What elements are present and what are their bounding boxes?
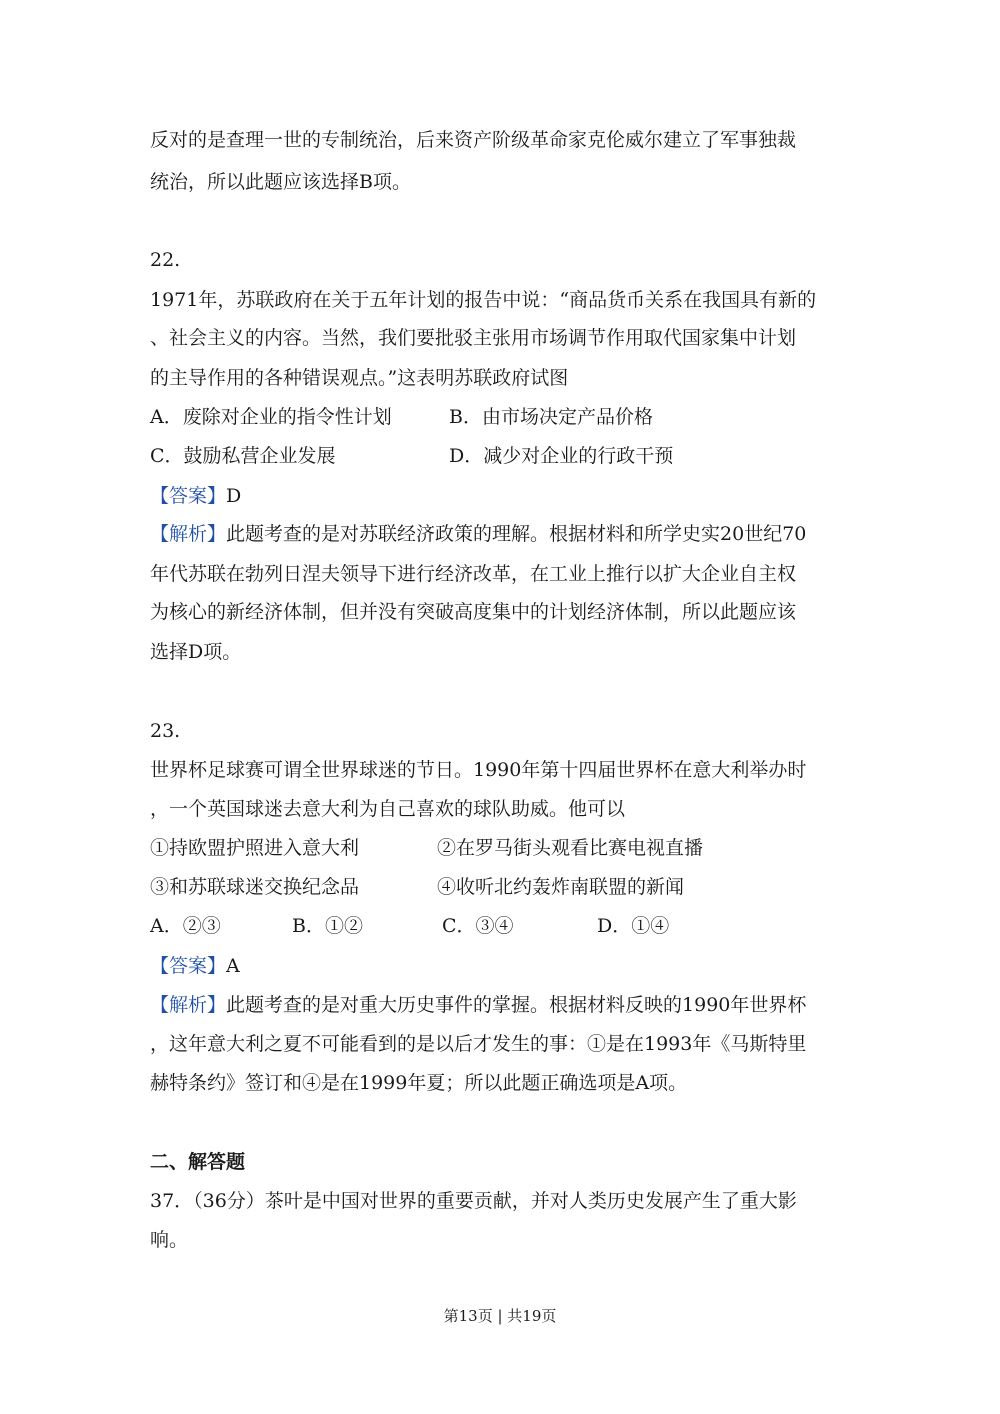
question-23-option-a: A．②③ bbox=[150, 915, 221, 937]
question-37-line-2: 响。 bbox=[150, 1229, 189, 1251]
question-22-stem-line-3: 的主导作用的各种错误观点。”这表明苏联政府试图 bbox=[150, 367, 569, 389]
analysis-text: 此题考查的是对重大历史事件的掌握。根据材料反映的1990年世界杯 bbox=[226, 994, 807, 1016]
question-23-item-2: ②在罗马街头观看比赛电视直播 bbox=[437, 837, 704, 859]
question-22-analysis-line-1 bbox=[150, 522, 806, 546]
question-23-option-c: C．③④ bbox=[442, 915, 514, 937]
question-23-analysis-line-2: ，这年意大利之夏不可能看到的是以后才发生的事：①是在1993年《马斯特里 bbox=[150, 1033, 807, 1055]
answer-tag: 【答案】 bbox=[150, 955, 227, 977]
question-22-option-b: B．由市场决定产品价格 bbox=[449, 406, 653, 428]
question-23-answer bbox=[150, 954, 240, 978]
analysis-tag: 【解析】 bbox=[150, 994, 227, 1016]
question-23-stem-line-2: ，一个英国球迷去意大利为自己喜欢的球队助威。他可以 bbox=[150, 798, 626, 820]
question-23-number: 23. bbox=[150, 720, 181, 742]
analysis-text: 此题考查的是对苏联经济政策的理解。根据材料和所学史实20世纪70 bbox=[226, 523, 807, 545]
question-22-answer bbox=[150, 484, 241, 508]
analysis-tag: 【解析】 bbox=[150, 523, 227, 545]
question-23-item-3: ③和苏联球迷交换纪念品 bbox=[150, 876, 360, 898]
question-23-option-b: B．①② bbox=[292, 915, 363, 937]
question-22-analysis-line-2: 年代苏联在勃列日涅夫领导下进行经济改革，在工业上推行以扩大企业自主权 bbox=[150, 563, 797, 585]
question-23-analysis-line-1 bbox=[150, 993, 806, 1017]
question-22-stem-line-2: 、社会主义的内容。当然，我们要批驳主张用市场调节作用取代国家集中计划 bbox=[150, 327, 797, 349]
question-22-stem-line-1: 1971年，苏联政府在关于五年计划的报告中说：“商品货币关系在我国具有新的 bbox=[150, 289, 817, 311]
answer-tag: 【答案】 bbox=[150, 485, 227, 507]
intro-line-1: 反对的是查理一世的专制统治，后来资产阶级革命家克伦威尔建立了军事独裁 bbox=[150, 129, 797, 151]
question-22-option-a: A．废除对企业的指令性计划 bbox=[150, 406, 392, 428]
section-heading: 二、解答题 bbox=[150, 1151, 246, 1173]
question-22-option-c: C．鼓励私营企业发展 bbox=[150, 445, 336, 467]
question-22-analysis-line-4: 选择D项。 bbox=[150, 641, 242, 663]
question-23-analysis-line-3: 赫特条约》签订和④是在1999年夏；所以此题正确选项是A项。 bbox=[150, 1072, 688, 1094]
page-footer: 第13页 | 共19页 bbox=[443, 1307, 557, 1325]
answer-value: A bbox=[226, 955, 240, 977]
question-37-line-1: 37．（36分）茶叶是中国对世界的重要贡献，并对人类历史发展产生了重大影 bbox=[150, 1190, 797, 1212]
answer-value: D bbox=[226, 485, 242, 507]
question-23-stem-line-1: 世界杯足球赛可谓全世界球迷的节日。1990年第十四届世界杯在意大利举办时 bbox=[150, 759, 807, 781]
question-22-analysis-line-3: 为核心的新经济体制，但并没有突破高度集中的计划经济体制，所以此题应该 bbox=[150, 601, 797, 623]
question-23-item-1: ①持欧盟护照进入意大利 bbox=[150, 837, 360, 859]
question-22-number: 22. bbox=[150, 249, 181, 271]
intro-line-2: 统治，所以此题应该选择B项。 bbox=[150, 171, 411, 193]
question-22-option-d: D．减少对企业的行政干预 bbox=[449, 445, 674, 467]
question-23-option-d: D．①④ bbox=[597, 915, 670, 937]
question-23-item-4: ④收听北约轰炸南联盟的新闻 bbox=[437, 876, 685, 898]
